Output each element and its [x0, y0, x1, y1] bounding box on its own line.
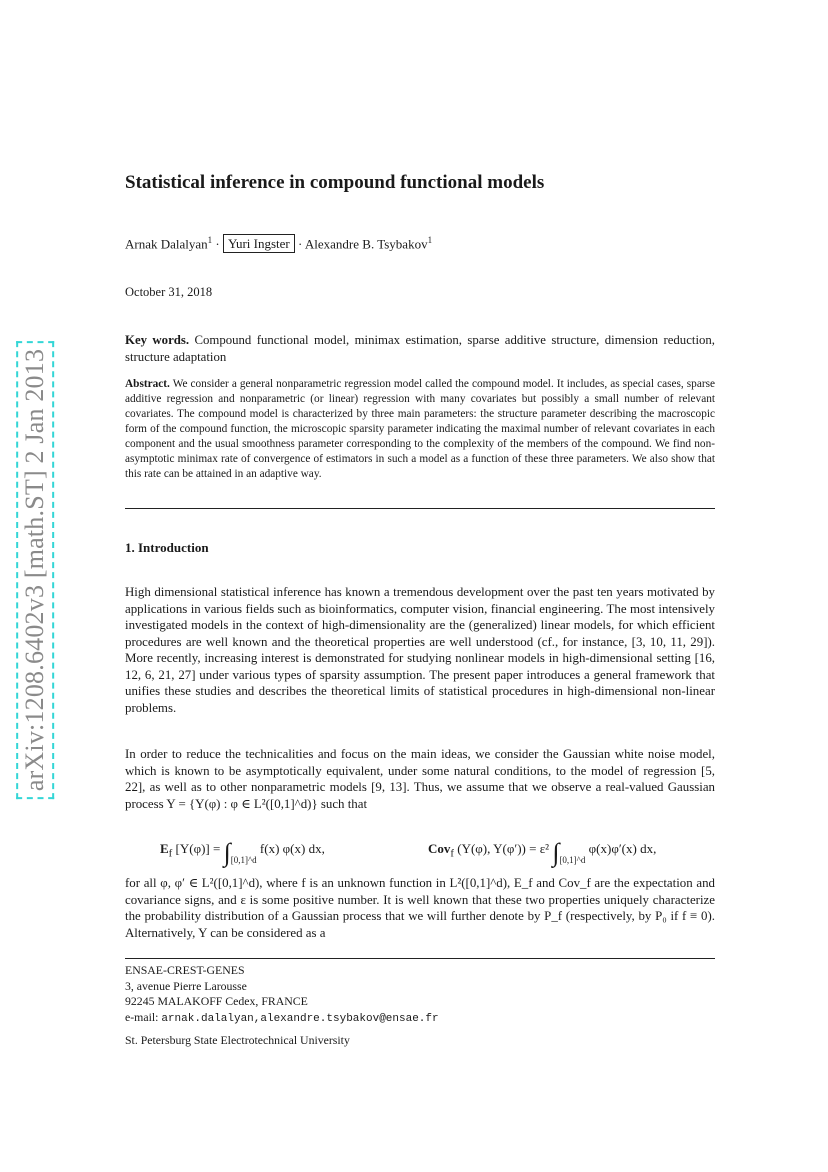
affiliation-city: 92245 MALAKOFF Cedex, FRANCE [125, 994, 308, 1008]
covariance-integrand: φ(x)φ′(x) dx, [588, 841, 657, 856]
expectation-equation [160, 838, 325, 868]
arxiv-identifier[interactable]: arXiv:1208.6402v3 [math.ST] 2 Jan 2013 [16, 341, 54, 799]
author-separator: · [212, 236, 224, 252]
abstract-divider [125, 508, 715, 509]
covariance-equation [428, 838, 656, 868]
email-address-link[interactable]: arnak.dalalyan,alexandre.tsybakov@ensae.fr [161, 1012, 439, 1025]
affiliation-second: St. Petersburg State Electrotechnical University [125, 1033, 350, 1047]
author-affiliation-mark: 1 [207, 235, 213, 245]
intro-paragraph-1: High dimensional statistical inference has known a tremendous development over the past ten years motivated by applications in various fields such as bioinformatics, computer vision, financial engineering. The most intensively investigated models in the context of high-dimensionality are the (generalized) linear models, for which efficient procedures are well known and the theoretical properties are well understood (cf., for instance, [3, 10, 11, 29]). More recently, increasing interest is demonstrated for studying nonlinear models in high-dimensional setting [16, 12, 6, 21, 27] under various types of sparsity assumption. The present paper introduces a general framework that unifies these studies and describes the theoretical limits of statistical procedures in high-dimensional non-linear problems. [125, 585, 715, 715]
covariance-symbol: Cov [428, 841, 451, 856]
expectation-integrand: f(x) φ(x) dx, [259, 841, 325, 856]
integral-domain: [0,1]^d [559, 855, 586, 865]
display-equation [160, 826, 670, 866]
author-affiliation-mark: 1 [427, 235, 433, 245]
paper-date: October 31, 2018 [125, 285, 213, 299]
author-list [125, 235, 432, 252]
author-separator: · [294, 236, 305, 252]
keywords-label: Key words. [125, 333, 190, 347]
integral-icon: ∫ [223, 838, 231, 867]
abstract-text: We consider a general nonparametric regression model called the compound model. It includes, as special cases, sparse additive regression and nonparametric (or linear) regression with many covariates but possibly a small number of relevant covariates. The compound model is characterized by three main parameters: the structure parameter describing the macroscopic form of the compound function, the microscopic sparsity parameter indicating the maximal number of relevant covariates in each component and the usual smoothness parameter corresponding to the complexity of the members of the compound. We find non-asymptotic minimax rate of convergence of estimators in such a model as a function of these three parameters. We also show that this rate can be attained in an adaptive way. [125, 378, 716, 480]
keywords-text: Compound functional model, minimax estimation, sparse additive structure, dimension reduction, structure adaptation [125, 333, 715, 364]
author-tsybakov: Alexandre B. Tsybakov [304, 236, 428, 252]
integral-icon: ∫ [552, 838, 560, 867]
abstract [125, 377, 715, 482]
arxiv-side-stamp [15, 340, 55, 800]
intro-paragraph-2: In order to reduce the technicalities and focus on the main ideas, we consider the Gaussian white noise model, which is known to be asymptotically equivalent, under some natural conditions, to the model of regression [5, 22], as well as to other nonparametric models [9, 13]. Thus, we assume that we observe a real-valued Gaussian process Y = {Y(φ) : φ ∈ L²([0,1]^d)} such that [125, 747, 715, 811]
keywords [125, 332, 715, 366]
email-label: e-mail: [125, 1009, 162, 1024]
expectation-argument: [Y(φ)] = [175, 841, 221, 856]
covariance-subscript: f [450, 847, 454, 860]
section-heading-introduction: 1. Introduction [125, 540, 209, 555]
covariance-argument: (Y(φ), Y(φ′)) = ε² [457, 841, 550, 856]
affiliation-street: 3, avenue Pierre Larousse [125, 978, 247, 993]
footnote-divider [125, 958, 715, 959]
expectation-subscript: f [168, 847, 173, 860]
author-dalalyan: Arnak Dalalyan [125, 236, 208, 252]
affiliation-institution: ENSAE-CREST-GENES [125, 963, 245, 977]
integral-domain: [0,1]^d [230, 855, 257, 865]
abstract-label: Abstract. [125, 378, 170, 390]
affiliation-email-line [125, 1010, 715, 1028]
paper-title: Statistical inference in compound functional models [125, 172, 545, 193]
expectation-symbol: E [160, 841, 169, 856]
affiliation-footnotes [125, 963, 715, 1049]
author-ingster: Yuri Ingster [223, 234, 295, 253]
intro-paragraph-3: for all φ, φ′ ∈ L²([0,1]^d), where f is an unknown function in L²([0,1]^d), E_f and Cov_f are the expectation and covariance signs, and ε is some positive number. It is well known that these two properties uniquely characterize the probability distribution of a Gaussian process that we will further denote by P_f (respectively, by P₀ if f ≡ 0). Alternatively, Y can be considered as a [125, 876, 715, 940]
